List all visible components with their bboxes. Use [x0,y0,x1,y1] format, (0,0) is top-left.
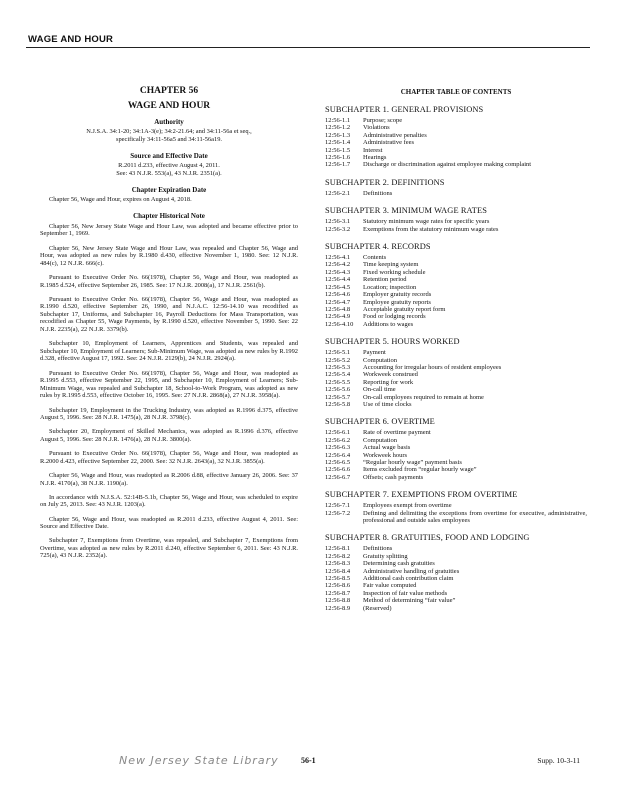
toc-entry [325,284,587,291]
subchapter-heading: SUBCHAPTER 3. MINIMUM WAGE RATES [325,206,487,216]
toc-entry [325,321,587,328]
section-number: 12:56-4.7 [325,298,351,306]
toc-entry [325,357,587,364]
toc-entry [325,597,587,604]
section-number: 12:56-6.4 [325,451,351,459]
toc-entry [325,269,587,276]
section-number: 12:56-5.2 [325,356,351,364]
section-number: 12:56-1.7 [325,161,351,169]
toc-entry [325,161,587,168]
section-title: Additions to wages [363,320,414,328]
section-title: Time keeping system [363,261,419,269]
toc-entry [325,117,587,124]
section-number: 12:56-4.4 [325,276,351,284]
authority-section [40,119,298,144]
section-title: Items excluded from “regular hourly wage” [363,466,477,474]
expiration-heading: Chapter Expiration Date [131,185,207,194]
history-section [40,213,298,560]
section-title: Workweek hours [363,451,408,459]
source-line: See: 43 N.J.R. 553(a), 43 N.J.R. 2351(a). [116,169,222,177]
history-paragraph: Subchapter 19, Employment in the Trucking Industry, was adopted as R.1996 d.375, effective August 5, 1996. See: 28 N.J.R. 1475(a), 28 N.J.R. 3798(c). [40,406,298,422]
section-number: 12:56-6.2 [325,436,351,444]
chapter-name: WAGE AND HOUR [127,100,211,111]
authority-line: N.J.S.A. 34:1-20; 34:1A-3(e); 34:2-21.64; and 34:11-56a et seq., [86,128,252,136]
section-title: Employer gratuity records [363,291,432,299]
toc-entry [325,371,587,378]
toc-entry [325,132,587,139]
section-number: 12:56-7.1 [325,502,351,510]
subchapter-heading: SUBCHAPTER 1. GENERAL PROVISIONS [325,105,484,114]
section-number: 12:56-1.4 [325,139,351,147]
section-number: 12:56-8.3 [325,560,351,568]
section-number: 12:56-4.10 [325,320,354,328]
section-number: 12:56-3.1 [325,218,351,226]
section-title: Computation [363,436,397,444]
toc-entry [325,401,587,408]
toc-entry [325,154,587,161]
section-title: Use of time clocks [363,400,412,408]
toc-entry [325,474,587,481]
toc-entry [325,226,587,233]
history-paragraph: Subchapter 7, Exemptions from Overtime, was repealed, and Subchapter 7, Exemptions from Overtime, was adopted as new rules by R.2011 d.240, effective September 6, 2011. See: 43 N.J.R. 725(a), 43 N.J.R. 2352(a). [40,537,298,560]
section-title: Location; inspection [363,283,417,291]
section-number: 12:56-5.4 [325,371,351,379]
toc-entry [325,553,587,560]
expiration-section [40,187,298,204]
toc-entry [325,605,587,612]
section-number: 12:56-5.3 [325,363,351,371]
toc-entry [325,502,587,509]
authority-heading: Authority [154,117,184,126]
toc-entry [325,299,587,306]
section-number: 12:56-4.8 [325,305,351,313]
section-number: 12:56-1.1 [325,117,351,124]
toc-entry [325,313,587,320]
history-paragraph: Pursuant to Executive Order No. 66(1978), Chapter 56, Wage and Hour, was readopted as R.1985 d.524, effective September 26, 1985. See: 17 N.J.R. 2008(a), 17 N.J.R. 2561(b). [40,273,298,289]
toc-entry [325,349,587,356]
section-number: 12:56-2.1 [325,189,351,197]
toc-entry [325,545,587,552]
history-paragraph: Pursuant to Executive Order No. 66(1978), Chapter 56, Wage and Hour, was readopted as R.1990 d.520, effective September 26, 1990, and N.J.A.C. 12:56-14.10 was recodified as Subchapter 17, Uniforms, and Subchapter 16, Payroll Deductions for Mass Transportation, was recodified as Chapter 55, Wage Payments, by R.1990 d.520, effective November 5, 1990. See: 22 N.J.R. 2235(a), 22 N.J.R. 3379(b). [40,295,298,334]
toc-entry [325,124,587,131]
section-number: 12:56-5.7 [325,393,351,401]
section-number: 12:56-8.1 [325,545,351,553]
subchapter-heading: SUBCHAPTER 6. OVERTIME [325,417,435,427]
toc-entry [325,218,587,225]
section-title: Exemptions from the statutory minimum wage rates [363,225,499,233]
section-title: Violations [363,124,390,132]
history-paragraph: In accordance with N.J.S.A. 52:14B-5.1b, Chapter 56, Wage and Hour, was scheduled to expire on July 25, 2013. See: 43 N.J.R. 1203(a). [40,493,298,509]
toc-entry [325,452,587,459]
supplement-date: Supp. 10-3-11 [537,756,580,765]
history-heading: Chapter Historical Note [133,211,205,220]
section-title: “Regular hourly wage” payment basis [363,459,462,466]
section-number: 12:56-6.3 [325,444,351,452]
header-rule [26,47,590,48]
section-title: Offsets; cash payments [363,473,424,481]
section-number: 12:56-4.3 [325,268,351,276]
section-title: Method of determining “fair value” [363,597,456,605]
section-number: 12:56-6.5 [325,459,351,466]
toc-entry [325,276,587,283]
toc-entry [325,190,587,197]
section-number: 12:56-1.6 [325,154,351,162]
section-title: Actual wage basis [363,444,411,452]
subchapter-heading: SUBCHAPTER 8. GRATUITIES, FOOD AND LODGING [325,533,530,543]
source-line: R.2011 d.233, effective August 4, 2011. [118,162,220,170]
toc-entry [325,306,587,313]
section-number: 12:56-4.1 [325,254,351,262]
source-heading: Source and Effective Date [130,151,208,160]
section-title: Computation [363,356,397,364]
toc-entry [325,444,587,451]
section-title: Statutory minimum wage rates for specific years [363,218,490,226]
section-title: Workweek construed [363,371,418,379]
section-title: Purpose; scope [363,117,403,124]
history-paragraph: Chapter 56, New Jersey State Wage and Hour Law, was adopted and became effective prior to September 1, 1969. [40,222,298,238]
toc-entry [325,510,587,525]
section-number: 12:56-1.5 [325,146,351,154]
section-number: 12:56-6.7 [325,473,351,481]
toc-entry [325,254,587,261]
toc-entry [325,261,587,268]
toc-column [325,88,587,612]
section-title: Acceptable gratuity report form [363,305,446,313]
section-number: 12:56-7.2 [325,509,351,517]
page-number: 56-1 [301,756,316,765]
section-number: 12:56-8.8 [325,597,351,605]
section-number: 12:56-1.3 [325,131,351,139]
toc-list [325,105,587,612]
toc-entry [325,386,587,393]
running-head: WAGE AND HOUR [28,34,114,45]
section-title: Administrative fees [363,139,415,147]
toc-entry [325,568,587,575]
section-title: Administrative handling of gratuities [363,567,460,575]
section-title: Definitions [363,545,393,553]
section-title: On-call employees required to remain at home [363,393,484,401]
section-title: Definitions [363,189,393,197]
section-title: Employee gratuity reports [363,298,431,306]
section-number: 12:56-4.5 [325,283,351,291]
section-title: Retention period [363,276,407,284]
section-number: 12:56-8.6 [325,582,351,590]
toc-title: CHAPTER TABLE OF CONTENTS [400,88,512,96]
section-number: 12:56-1.2 [325,124,351,132]
section-title: Additional cash contribution claim [363,575,454,583]
toc-entry [325,139,587,146]
section-title: Determining cash gratuities [363,560,435,568]
toc-entry [325,590,587,597]
section-number: 12:56-4.2 [325,261,351,269]
section-number: 12:56-6.1 [325,429,351,437]
history-paragraph: Subchapter 20, Employment of Skilled Mechanics, was adopted as R.1996 d.376, effective August 5, 1996. See: 28 N.J.R. 1476(a), 28 N.J.R. 3800(a). [40,428,298,443]
section-title: Reporting for work [363,378,414,386]
history-paragraph: Chapter 56, Wage and Hour, was readopted as R.2011 d.233, effective August 4, 2011. See: Source and Effective Date. [40,515,298,531]
section-title: Payment [363,349,386,357]
section-title: Discharge or discrimination against employee making complaint [363,161,532,169]
section-number: 12:56-4.6 [325,291,351,299]
toc-entry [325,560,587,567]
section-number: 12:56-8.9 [325,604,351,612]
section-title: Accounting for irregular hours of resident employees [363,363,502,371]
section-title: Administrative penalties [363,131,427,139]
library-watermark: New Jersey State Library [119,754,279,767]
section-number: 12:56-5.5 [325,378,351,386]
toc-entry [325,582,587,589]
source-section [40,153,298,178]
section-title: Rate of overtime payment [363,429,431,437]
subchapter-heading: SUBCHAPTER 4. RECORDS [325,242,431,252]
toc-entry [325,437,587,444]
section-title: Fixed working schedule [363,268,426,276]
history-paragraph: Pursuant to Executive Order No. 66(1978), Chapter 56, Wage and Hour, was readopted as R.2000 d.423, effective September 22, 2000. See: 32 N.J.R. 2643(a), 32 N.J.R. 3855(a). [40,450,298,465]
section-number: 12:56-5.6 [325,386,351,394]
subchapter-heading: SUBCHAPTER 2. DEFINITIONS [325,177,445,187]
subchapter-heading: SUBCHAPTER 5. HOURS WORKED [325,337,460,347]
section-number: 12:56-8.4 [325,567,351,575]
section-number: 12:56-3.2 [325,225,351,233]
section-number: 12:56-8.7 [325,589,351,597]
section-title: Contents [363,254,387,262]
section-title: Employees exempt from overtime [363,502,452,510]
subchapter-heading: SUBCHAPTER 7. EXEMPTIONS FROM OVERTIME [325,490,518,500]
toc-entry [325,575,587,582]
section-title: Fair value computed [363,582,417,590]
section-number: 12:56-8.2 [325,552,351,560]
section-number: 12:56-6.6 [325,466,351,474]
section-title: Gratuity splitting [363,552,408,560]
section-title: Food or lodging records [363,313,426,321]
section-title: Inspection of fair value methods [363,589,448,597]
toc-entry [325,379,587,386]
section-title: (Reserved) [363,604,392,612]
section-number: 12:56-5.8 [325,400,351,408]
expiration-text: Chapter 56, Wage and Hour, expires on August 4, 2018. [49,196,192,204]
section-number: 12:56-8.5 [325,575,351,583]
left-column [40,88,298,567]
section-title: On-call time [363,386,396,394]
history-paragraph: Chapter 56, New Jersey State Wage and Hour Law, was repealed and Chapter 56, Wage and Hour, was adopted as new rules by R.1980 d.430, effective November 1, 1980. See: 12 N.J.R. 484(c), 12 N.J.R. 666(c). [40,244,298,267]
history-paragraph: Pursuant to Executive Order No. 66(1978), Chapter 56, Wage and Hour, was readopted as R.1995 d.553, effective September 22, 1995, and Subchapter 10, Employment of Learners; Sub-Minimum Wage, was repealed and Subchapter 18, School-to-Work Program, was adopted as new rules by R.1995 d.553, effective October 16, 1995. See: 27 N.J.R. 2868(a), 27 N.J.R. 3958(a). [40,369,298,400]
section-title: Interest [363,146,383,154]
toc-entry [325,394,587,401]
section-title: Defining and delimiting the exceptions from overtime for executive, administrative, professional and outside sales employees [363,509,587,525]
toc-entry [325,291,587,298]
history-list [40,223,298,560]
history-paragraph: Chapter 56, Wage and Hour, was readopted as R.2006 d.88, effective January 26, 2006. See: 37 N.J.R. 4170(a), 38 N.J.R. 1190(a). [40,471,298,487]
toc-entry [325,429,587,436]
section-title: Hearings [363,154,387,162]
chapter-number: CHAPTER 56 [139,86,199,96]
toc-entry [325,459,587,466]
toc-entry [325,466,587,473]
section-number: 12:56-4.9 [325,313,351,321]
toc-entry [325,364,587,371]
section-number: 12:56-5.1 [325,349,351,357]
history-paragraph: Subchapter 10, Employment of Learners, Apprentices and Students, was repealed and Subchapter 10, Employment of Learners; Sub-Minimum Wage, was adopted as new rules by R.1992 d.328, effective August 17, 1992. See: 24 N.J.R. 2129(b), 24 N.J.R. 2924(a). [40,340,298,363]
authority-line: specifically 34:11-56a5 and 34:11-56a19. [115,135,222,143]
toc-entry [325,147,587,154]
